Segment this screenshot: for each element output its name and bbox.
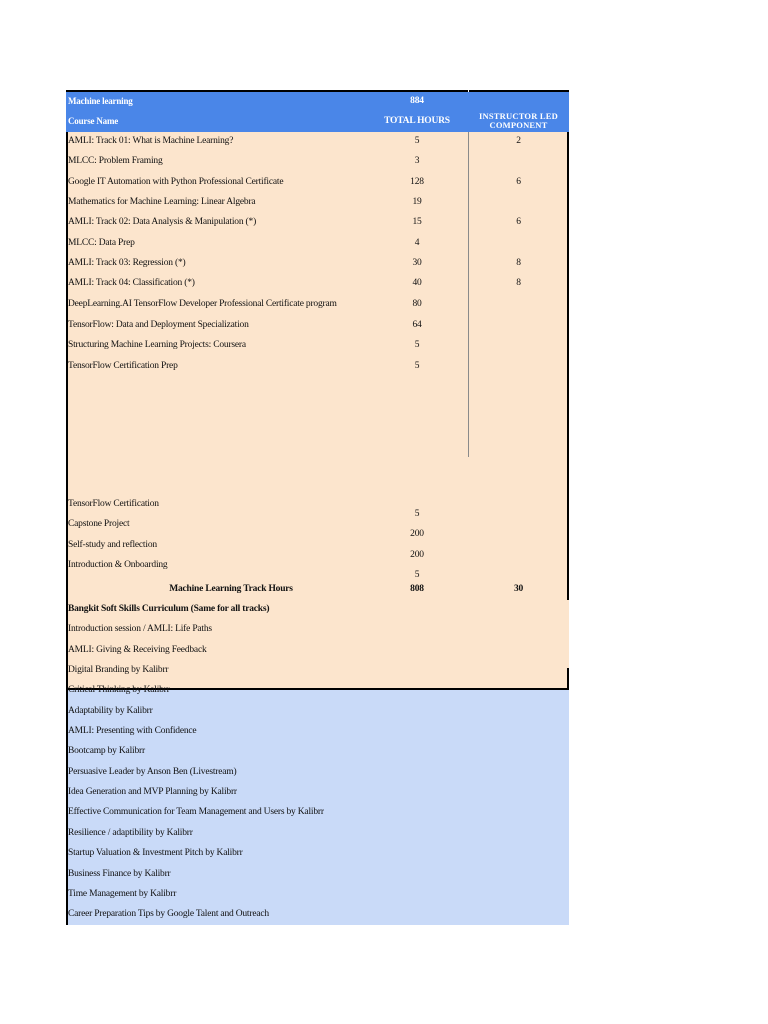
course-name: DeepLearning.AI TensorFlow Developer Professional Certificate program (68, 298, 337, 309)
course-hours: 5 (414, 570, 420, 580)
course-hours: 64 (412, 320, 422, 330)
section-total: 884 (410, 96, 424, 106)
soft-skill-name: Persuasive Leader by Anson Ben (Livestream) (68, 766, 237, 777)
table-row (66, 152, 569, 170)
course-name: Introduction & Onboarding (68, 560, 168, 570)
soft-skill-name: Resilience / adaptibility by Kalibrr (68, 827, 193, 838)
list-item (66, 702, 569, 720)
section-label: Machine learning (68, 95, 133, 106)
table-row (66, 316, 569, 334)
soft-skill-name: Idea Generation and MVP Planning by Kalibrr (68, 786, 237, 797)
list-item (66, 742, 569, 760)
soft-skill-name: Effective Communication for Team Management and Users by Kalibrr (68, 806, 324, 817)
soft-skill-name: Critical Thinking by Kalibrr (68, 684, 170, 695)
course-hours: 200 (410, 529, 424, 539)
course-hours: 15 (412, 217, 422, 227)
course-instructor: 8 (516, 278, 521, 288)
course-name: TensorFlow Certification (68, 499, 159, 509)
course-hours: 128 (410, 177, 424, 187)
table-row (66, 519, 569, 539)
soft-skill-name: AMLI: Giving & Receiving Feedback (68, 644, 207, 655)
ml-total-row (66, 580, 569, 598)
list-item (66, 722, 569, 740)
col-total-header: TOTAL HOURS (384, 116, 450, 126)
course-hours: 80 (412, 299, 422, 309)
course-name: AMLI: Track 02: Data Analysis & Manipulation (*) (68, 216, 257, 227)
soft-skill-name: AMLI: Presenting with Confidence (68, 725, 197, 736)
course-name: MLCC: Problem Framing (68, 155, 163, 166)
course-instructor: 2 (516, 136, 521, 146)
soft-skill-name: Introduction session / AMLI: Life Paths (68, 623, 212, 634)
soft-skill-name: Startup Valuation & Investment Pitch by Kalibrr (68, 847, 243, 858)
course-hours: 5 (414, 361, 420, 371)
table-row (66, 234, 569, 252)
course-name: Structuring Machine Learning Projects: Coursera (68, 339, 246, 350)
soft-skill-name: Career Preparation Tips by Google Talent and Outreach (68, 908, 269, 919)
table-row (66, 560, 569, 580)
list-item (66, 824, 569, 842)
col-course-header: Course Name (68, 115, 119, 126)
table-row (66, 193, 569, 211)
table-row (66, 357, 569, 375)
course-name: MLCC: Data Prep (68, 237, 135, 248)
course-hours: 40 (412, 278, 422, 288)
list-item (66, 844, 569, 862)
course-name: AMLI: Track 03: Regression (*) (68, 257, 186, 268)
table-row (66, 274, 569, 292)
course-name: Mathematics for Machine Learning: Linear Algebra (68, 196, 256, 207)
course-instructor: 8 (516, 258, 521, 268)
list-item (66, 783, 569, 801)
course-name: AMLI: Track 01: What is Machine Learning? (68, 135, 234, 146)
course-name: Self-study and reflection (68, 540, 157, 550)
table-row (66, 254, 569, 272)
column-header-row (66, 110, 569, 132)
list-item (66, 885, 569, 903)
list-item (66, 620, 569, 638)
soft-skills-title-row (66, 600, 569, 618)
course-hours: 5 (414, 136, 420, 146)
course-hours: 30 (412, 258, 422, 268)
course-hours: 19 (412, 197, 422, 207)
table-row (66, 132, 569, 150)
list-item (66, 681, 569, 699)
soft-skill-name: Digital Branding by Kalibrr (68, 664, 169, 675)
course-hours: 3 (414, 156, 420, 166)
list-item (66, 763, 569, 781)
col-instructor-header: INSTRUCTOR LED COMPONENT (479, 111, 558, 130)
table-row (66, 540, 569, 560)
section-header-row (66, 92, 569, 110)
list-item (66, 865, 569, 883)
ml-total-label: Machine Learning Track Hours (169, 583, 293, 594)
table-row (66, 292, 569, 316)
table-row (66, 213, 569, 231)
course-name: Google IT Automation with Python Professional Certificate (68, 176, 284, 187)
ml-total-hours: 808 (410, 584, 424, 594)
course-name: TensorFlow Certification Prep (68, 360, 178, 371)
list-item (66, 803, 569, 821)
list-item (66, 641, 569, 659)
soft-skill-name: Bootcamp by Kalibrr (68, 745, 145, 756)
course-hours: 200 (410, 550, 424, 560)
course-instructor: 6 (516, 177, 521, 187)
course-hours: 4 (414, 238, 420, 248)
table-row (66, 336, 569, 354)
course-hours: 5 (414, 509, 420, 519)
soft-skill-name: Adaptability by Kalibrr (68, 705, 153, 716)
course-name: TensorFlow: Data and Deployment Specialization (68, 319, 249, 330)
soft-skills-title: Bangkit Soft Skills Curriculum (Same for all tracks) (68, 603, 270, 614)
course-instructor: 6 (516, 217, 521, 227)
soft-skill-name: Time Management by Kalibrr (68, 888, 177, 899)
list-item (66, 661, 569, 679)
course-name: Capstone Project (68, 519, 130, 529)
ml-total-instructor: 30 (513, 584, 524, 594)
course-name: AMLI: Track 04: Classification (*) (68, 277, 195, 288)
table-row (66, 173, 569, 191)
list-item (66, 905, 569, 923)
soft-skill-name: Business Finance by Kalibrr (68, 868, 171, 879)
course-hours: 5 (414, 340, 420, 350)
table-row (66, 499, 569, 519)
